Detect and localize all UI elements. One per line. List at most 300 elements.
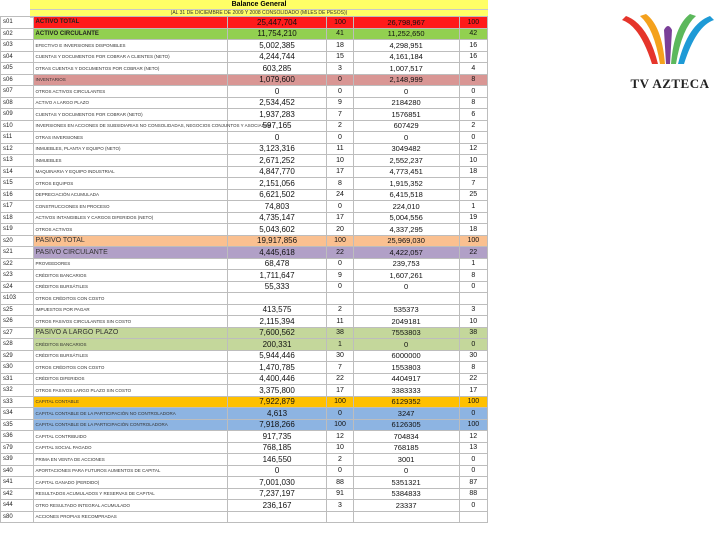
row-percent-2009: 2 bbox=[327, 454, 353, 466]
row-percent-2009: 11 bbox=[327, 316, 353, 328]
row-value-2009: 2,534,452 bbox=[227, 97, 327, 109]
row-percent-2009: 7 bbox=[327, 109, 353, 121]
row-value-2008: 5384833 bbox=[353, 488, 459, 500]
row-value-2009: 5,002,385 bbox=[227, 40, 327, 52]
row-concept: ACTIVO CIRCULANTE bbox=[33, 28, 227, 40]
row-value-2008: 7553803 bbox=[353, 327, 459, 339]
row-code: s35 bbox=[1, 419, 34, 431]
row-percent-2009: 38 bbox=[327, 327, 353, 339]
row-percent-2009: 18 bbox=[327, 40, 353, 52]
row-percent-2009: 2 bbox=[327, 304, 353, 316]
row-value-2008: 25,969,030 bbox=[353, 235, 459, 247]
table-row bbox=[1, 511, 488, 523]
row-concept: OTRO RESULTADO INTEGRAL ACUMULADO bbox=[33, 500, 227, 512]
row-code: s24 bbox=[1, 281, 34, 293]
table-row bbox=[1, 166, 488, 178]
row-code: s09 bbox=[1, 109, 34, 121]
row-value-2009 bbox=[227, 511, 327, 523]
row-code: s12 bbox=[1, 143, 34, 155]
row-value-2008: 1553803 bbox=[353, 362, 459, 374]
row-value-2009: 7,600,562 bbox=[227, 327, 327, 339]
row-code: s21 bbox=[1, 247, 34, 259]
row-code: s32 bbox=[1, 385, 34, 397]
row-percent-2008: 7 bbox=[459, 178, 487, 190]
table-row bbox=[1, 431, 488, 443]
row-percent-2009: 0 bbox=[327, 201, 353, 213]
row-percent-2008: 100 bbox=[459, 235, 487, 247]
row-value-2009: 25,447,704 bbox=[227, 17, 327, 29]
row-code: s26 bbox=[1, 316, 34, 328]
row-percent-2009 bbox=[327, 511, 353, 523]
row-value-2008: 4404917 bbox=[353, 373, 459, 385]
row-concept: INMUEBLES bbox=[33, 155, 227, 167]
table-row bbox=[1, 454, 488, 466]
row-value-2008: 6129352 bbox=[353, 396, 459, 408]
row-concept: CAPITAL CONTABLE DE LA PARTICIPACIÓN CONTROLADORA bbox=[33, 419, 227, 431]
row-percent-2009 bbox=[327, 293, 353, 305]
table-row bbox=[1, 201, 488, 213]
row-value-2008: 11,252,650 bbox=[353, 28, 459, 40]
row-value-2008: 1,915,352 bbox=[353, 178, 459, 190]
table-row bbox=[1, 500, 488, 512]
row-percent-2009: 9 bbox=[327, 97, 353, 109]
table-row bbox=[1, 488, 488, 500]
row-value-2008: 2,552,237 bbox=[353, 155, 459, 167]
row-value-2009: 3,375,800 bbox=[227, 385, 327, 397]
row-concept: PRIMA EN VENTA DE ACCIONES bbox=[33, 454, 227, 466]
row-code: s15 bbox=[1, 178, 34, 190]
table-row bbox=[1, 465, 488, 477]
row-value-2009: 19,917,856 bbox=[227, 235, 327, 247]
table-row bbox=[1, 109, 488, 121]
row-value-2008: 1576851 bbox=[353, 109, 459, 121]
row-value-2009: 7,237,197 bbox=[227, 488, 327, 500]
row-percent-2008: 13 bbox=[459, 442, 487, 454]
row-percent-2009: 0 bbox=[327, 465, 353, 477]
table-row bbox=[1, 143, 488, 155]
table-row bbox=[1, 235, 488, 247]
row-value-2009: 55,333 bbox=[227, 281, 327, 293]
row-concept: CAPITAL GANADO (PERDIDO) bbox=[33, 477, 227, 489]
row-code: s79 bbox=[1, 442, 34, 454]
table-row bbox=[1, 316, 488, 328]
row-value-2008: 2049181 bbox=[353, 316, 459, 328]
row-concept: CAPITAL CONTRIBUIDO bbox=[33, 431, 227, 443]
row-percent-2008: 30 bbox=[459, 350, 487, 362]
row-percent-2008: 22 bbox=[459, 373, 487, 385]
row-percent-2009: 17 bbox=[327, 166, 353, 178]
row-code: s39 bbox=[1, 454, 34, 466]
row-percent-2009: 91 bbox=[327, 488, 353, 500]
table-row bbox=[1, 396, 488, 408]
row-concept: CRÉDITOS BANCARIOS bbox=[33, 339, 227, 351]
row-code: s41 bbox=[1, 477, 34, 489]
row-concept: PASIVO TOTAL bbox=[33, 235, 227, 247]
row-code: s36 bbox=[1, 431, 34, 443]
row-code: s20 bbox=[1, 235, 34, 247]
row-value-2009: 917,735 bbox=[227, 431, 327, 443]
row-value-2009: 5,043,602 bbox=[227, 224, 327, 236]
row-percent-2009: 41 bbox=[327, 28, 353, 40]
row-percent-2009: 11 bbox=[327, 143, 353, 155]
table-row bbox=[1, 132, 488, 144]
row-value-2008: 0 bbox=[353, 132, 459, 144]
row-code: s16 bbox=[1, 189, 34, 201]
row-percent-2008: 17 bbox=[459, 385, 487, 397]
row-percent-2009: 17 bbox=[327, 212, 353, 224]
row-value-2009: 7,001,030 bbox=[227, 477, 327, 489]
row-percent-2008: 10 bbox=[459, 316, 487, 328]
row-value-2008: 4,337,295 bbox=[353, 224, 459, 236]
row-value-2009: 1,711,647 bbox=[227, 270, 327, 282]
row-code: s02 bbox=[1, 28, 34, 40]
row-concept: ACTIVO A LARGO PLAZO bbox=[33, 97, 227, 109]
row-percent-2008: 12 bbox=[459, 431, 487, 443]
row-concept: OTRAS CUENTAS Y DOCUMENTOS POR COBRAR (NETO) bbox=[33, 63, 227, 75]
row-code: s40 bbox=[1, 465, 34, 477]
row-code: s80 bbox=[1, 511, 34, 523]
row-value-2008: 26,798,967 bbox=[353, 17, 459, 29]
logo-text: TV AZTECA bbox=[630, 76, 710, 91]
row-code: s19 bbox=[1, 224, 34, 236]
row-value-2008: 535373 bbox=[353, 304, 459, 316]
table-row bbox=[1, 327, 488, 339]
row-value-2009: 3,123,316 bbox=[227, 143, 327, 155]
row-code: s11 bbox=[1, 132, 34, 144]
row-value-2008: 5351321 bbox=[353, 477, 459, 489]
row-code: s17 bbox=[1, 201, 34, 213]
row-percent-2009: 24 bbox=[327, 189, 353, 201]
row-percent-2008: 38 bbox=[459, 327, 487, 339]
row-value-2009 bbox=[227, 293, 327, 305]
row-concept: OTROS EQUIPOS bbox=[33, 178, 227, 190]
row-value-2008 bbox=[353, 293, 459, 305]
row-code: s14 bbox=[1, 166, 34, 178]
row-value-2009: 7,918,266 bbox=[227, 419, 327, 431]
row-concept: PASIVO A LARGO PLAZO bbox=[33, 327, 227, 339]
table-row bbox=[1, 442, 488, 454]
row-value-2009: 146,550 bbox=[227, 454, 327, 466]
row-concept: PROVEEDORES bbox=[33, 258, 227, 270]
row-concept: CUENTAS Y DOCUMENTOS POR COBRAR (NETO) bbox=[33, 109, 227, 121]
table-row bbox=[1, 212, 488, 224]
table-row bbox=[1, 419, 488, 431]
row-percent-2009: 0 bbox=[327, 408, 353, 420]
row-value-2008: 4,298,951 bbox=[353, 40, 459, 52]
row-code: s05 bbox=[1, 63, 34, 75]
row-value-2009: 0 bbox=[227, 465, 327, 477]
row-code: s06 bbox=[1, 74, 34, 86]
row-concept: INVENTARIOS bbox=[33, 74, 227, 86]
row-value-2009: 768,185 bbox=[227, 442, 327, 454]
row-percent-2008 bbox=[459, 293, 487, 305]
row-percent-2009: 3 bbox=[327, 500, 353, 512]
row-concept: ACCIONES PROPIAS RECOMPRADAS bbox=[33, 511, 227, 523]
table-row bbox=[1, 477, 488, 489]
row-code: s08 bbox=[1, 97, 34, 109]
row-percent-2008: 0 bbox=[459, 281, 487, 293]
row-percent-2009: 30 bbox=[327, 350, 353, 362]
row-percent-2008: 100 bbox=[459, 17, 487, 29]
table-row bbox=[1, 247, 488, 259]
row-value-2009: 5,944,446 bbox=[227, 350, 327, 362]
row-concept: OTROS CRÉDITOS CON COSTO bbox=[33, 293, 227, 305]
row-percent-2008: 8 bbox=[459, 362, 487, 374]
table-row bbox=[1, 63, 488, 75]
row-percent-2009: 15 bbox=[327, 51, 353, 63]
table-row bbox=[1, 385, 488, 397]
row-percent-2009: 22 bbox=[327, 373, 353, 385]
table-row bbox=[1, 51, 488, 63]
row-value-2009: 4,847,770 bbox=[227, 166, 327, 178]
row-value-2009: 74,803 bbox=[227, 201, 327, 213]
balance-table bbox=[0, 16, 488, 523]
row-value-2008: 3383333 bbox=[353, 385, 459, 397]
row-concept: CUENTAS Y DOCUMENTOS POR COBRAR A CLIENTES (NETO) bbox=[33, 51, 227, 63]
row-value-2009: 603,285 bbox=[227, 63, 327, 75]
row-concept: ACTIVO TOTAL bbox=[33, 17, 227, 29]
row-percent-2008: 0 bbox=[459, 339, 487, 351]
row-percent-2009: 0 bbox=[327, 86, 353, 98]
sheet-subtitle: (AL 31 DE DICIEMBRE DE 2009 Y 2008 CONSOLIDADO (MILES DE PESOS)) bbox=[30, 10, 488, 18]
row-value-2009: 2,151,056 bbox=[227, 178, 327, 190]
row-concept: ACTIVOS INTANGIBLES Y CARGOS DIFERIDOS (NETO) bbox=[33, 212, 227, 224]
row-code: s103 bbox=[1, 293, 34, 305]
row-value-2009: 200,331 bbox=[227, 339, 327, 351]
row-code: s28 bbox=[1, 339, 34, 351]
table-row bbox=[1, 408, 488, 420]
row-percent-2009: 0 bbox=[327, 258, 353, 270]
row-value-2008: 2184280 bbox=[353, 97, 459, 109]
row-percent-2009: 0 bbox=[327, 281, 353, 293]
row-concept: DEPRECIACIÓN ACUMULADA bbox=[33, 189, 227, 201]
row-percent-2008: 0 bbox=[459, 132, 487, 144]
row-percent-2008: 100 bbox=[459, 419, 487, 431]
row-code: s22 bbox=[1, 258, 34, 270]
row-percent-2008: 19 bbox=[459, 212, 487, 224]
row-percent-2009: 0 bbox=[327, 74, 353, 86]
row-concept: OTROS PASIVOS LARGO PLAZO SIN COSTO bbox=[33, 385, 227, 397]
row-percent-2009: 7 bbox=[327, 362, 353, 374]
row-concept: EFECTIVO E INVERSIONES DISPONIBLES bbox=[33, 40, 227, 52]
table-row bbox=[1, 339, 488, 351]
row-value-2009: 68,478 bbox=[227, 258, 327, 270]
row-percent-2008: 0 bbox=[459, 408, 487, 420]
row-concept: CAPITAL SOCIAL PAGADO bbox=[33, 442, 227, 454]
row-concept: RESULTADOS ACUMULADOS Y RESERVAS DE CAPITAL bbox=[33, 488, 227, 500]
row-percent-2008: 8 bbox=[459, 270, 487, 282]
row-value-2009: 4,244,744 bbox=[227, 51, 327, 63]
table-row bbox=[1, 258, 488, 270]
row-code: s23 bbox=[1, 270, 34, 282]
table-row bbox=[1, 178, 488, 190]
row-percent-2009: 10 bbox=[327, 155, 353, 167]
row-value-2008: 6126305 bbox=[353, 419, 459, 431]
row-value-2009: 1,937,283 bbox=[227, 109, 327, 121]
row-code: s42 bbox=[1, 488, 34, 500]
row-value-2009: 1,079,600 bbox=[227, 74, 327, 86]
row-value-2008: 5,004,556 bbox=[353, 212, 459, 224]
table-row bbox=[1, 293, 488, 305]
row-concept: OTROS ACTIVOS CIRCULANTES bbox=[33, 86, 227, 98]
row-percent-2008: 87 bbox=[459, 477, 487, 489]
row-value-2008: 4,773,451 bbox=[353, 166, 459, 178]
row-value-2008: 0 bbox=[353, 281, 459, 293]
table-row bbox=[1, 189, 488, 201]
row-percent-2009: 100 bbox=[327, 235, 353, 247]
table-row bbox=[1, 224, 488, 236]
row-value-2009: 11,754,210 bbox=[227, 28, 327, 40]
row-code: s03 bbox=[1, 40, 34, 52]
row-value-2009: 2,115,394 bbox=[227, 316, 327, 328]
row-value-2009: 597,165 bbox=[227, 120, 327, 132]
row-concept: INMUEBLES, PLANTA Y EQUIPO (NETO) bbox=[33, 143, 227, 155]
row-code: s34 bbox=[1, 408, 34, 420]
row-percent-2008: 4 bbox=[459, 63, 487, 75]
row-concept: CAPITAL CONTABLE DE LA PARTICIPACIÓN NO CONTROLADORA bbox=[33, 408, 227, 420]
row-percent-2008: 100 bbox=[459, 396, 487, 408]
row-percent-2008: 8 bbox=[459, 97, 487, 109]
table-row bbox=[1, 86, 488, 98]
row-percent-2009: 12 bbox=[327, 431, 353, 443]
sheet-title: Balance General bbox=[30, 0, 488, 10]
row-code: s13 bbox=[1, 155, 34, 167]
row-percent-2008 bbox=[459, 511, 487, 523]
row-value-2008: 6,415,518 bbox=[353, 189, 459, 201]
row-percent-2008: 18 bbox=[459, 224, 487, 236]
row-percent-2008: 8 bbox=[459, 74, 487, 86]
row-code: s01 bbox=[1, 17, 34, 29]
row-value-2008: 2,148,999 bbox=[353, 74, 459, 86]
row-concept: PASIVO CIRCULANTE bbox=[33, 247, 227, 259]
row-percent-2008: 3 bbox=[459, 304, 487, 316]
table-row bbox=[1, 74, 488, 86]
table-row bbox=[1, 155, 488, 167]
row-percent-2009: 100 bbox=[327, 396, 353, 408]
row-percent-2008: 1 bbox=[459, 258, 487, 270]
row-value-2008: 239,753 bbox=[353, 258, 459, 270]
row-concept: OTRAS INVERSIONES bbox=[33, 132, 227, 144]
row-code: s27 bbox=[1, 327, 34, 339]
row-percent-2009: 9 bbox=[327, 270, 353, 282]
row-value-2008: 3049482 bbox=[353, 143, 459, 155]
row-concept: CRÉDITOS BANCARIOS bbox=[33, 270, 227, 282]
row-percent-2008: 6 bbox=[459, 109, 487, 121]
row-percent-2009: 20 bbox=[327, 224, 353, 236]
row-percent-2008: 18 bbox=[459, 166, 487, 178]
row-value-2009: 6,621,502 bbox=[227, 189, 327, 201]
row-code: s07 bbox=[1, 86, 34, 98]
row-value-2008: 1,607,261 bbox=[353, 270, 459, 282]
table-row bbox=[1, 281, 488, 293]
row-percent-2008: 42 bbox=[459, 28, 487, 40]
row-value-2008: 704834 bbox=[353, 431, 459, 443]
row-code: s25 bbox=[1, 304, 34, 316]
table-row bbox=[1, 350, 488, 362]
row-concept: CONSTRUCCIONES EN PROCESO bbox=[33, 201, 227, 213]
row-percent-2008: 0 bbox=[459, 465, 487, 477]
row-percent-2008: 1 bbox=[459, 201, 487, 213]
row-percent-2008: 2 bbox=[459, 120, 487, 132]
row-concept: CRÉDITOS BURSÁTILES bbox=[33, 350, 227, 362]
row-value-2008 bbox=[353, 511, 459, 523]
table-row bbox=[1, 373, 488, 385]
row-value-2008: 23337 bbox=[353, 500, 459, 512]
row-percent-2008: 0 bbox=[459, 86, 487, 98]
row-percent-2009: 0 bbox=[327, 132, 353, 144]
row-percent-2009: 8 bbox=[327, 178, 353, 190]
row-percent-2008: 16 bbox=[459, 40, 487, 52]
row-percent-2009: 17 bbox=[327, 385, 353, 397]
row-value-2008: 768185 bbox=[353, 442, 459, 454]
row-concept: OTROS CRÉDITOS CON COSTO bbox=[33, 362, 227, 374]
row-value-2009: 413,575 bbox=[227, 304, 327, 316]
table-row bbox=[1, 270, 488, 282]
table-row bbox=[1, 304, 488, 316]
row-percent-2009: 100 bbox=[327, 17, 353, 29]
row-value-2009: 4,735,147 bbox=[227, 212, 327, 224]
row-code: s33 bbox=[1, 396, 34, 408]
row-value-2008: 3247 bbox=[353, 408, 459, 420]
row-percent-2008: 88 bbox=[459, 488, 487, 500]
row-code: s04 bbox=[1, 51, 34, 63]
row-concept: MAQUINARIA Y EQUIPO INDUSTRIAL bbox=[33, 166, 227, 178]
row-value-2008: 1,007,517 bbox=[353, 63, 459, 75]
row-value-2009: 0 bbox=[227, 132, 327, 144]
row-percent-2009: 100 bbox=[327, 419, 353, 431]
row-percent-2008: 16 bbox=[459, 51, 487, 63]
row-code: s18 bbox=[1, 212, 34, 224]
row-value-2008: 6000000 bbox=[353, 350, 459, 362]
row-concept: OTROS PASIVOS CIRCULANTES SIN COSTO bbox=[33, 316, 227, 328]
row-value-2008: 0 bbox=[353, 339, 459, 351]
row-concept: INVERSIONES EN ACCIONES DE SUBSIDIARIAS NO CONSOLIDADAS, NEGOCIOS CONJUNTOS Y ASOCIADAS bbox=[33, 120, 227, 132]
table-row bbox=[1, 40, 488, 52]
row-value-2009: 0 bbox=[227, 86, 327, 98]
row-value-2009: 236,167 bbox=[227, 500, 327, 512]
table-row bbox=[1, 17, 488, 29]
row-concept: CAPITAL CONTABLE bbox=[33, 396, 227, 408]
row-percent-2008: 22 bbox=[459, 247, 487, 259]
row-code: s29 bbox=[1, 350, 34, 362]
row-value-2008: 224,010 bbox=[353, 201, 459, 213]
row-percent-2008: 0 bbox=[459, 500, 487, 512]
row-percent-2009: 3 bbox=[327, 63, 353, 75]
row-concept: OTROS ACTIVOS bbox=[33, 224, 227, 236]
row-code: s10 bbox=[1, 120, 34, 132]
row-concept: APORTACIONES PARA FUTUROS AUMENTOS DE CAPITAL bbox=[33, 465, 227, 477]
row-value-2008: 3001 bbox=[353, 454, 459, 466]
row-value-2008: 607429 bbox=[353, 120, 459, 132]
row-value-2009: 1,470,785 bbox=[227, 362, 327, 374]
row-percent-2008: 12 bbox=[459, 143, 487, 155]
table-row bbox=[1, 120, 488, 132]
row-percent-2008: 25 bbox=[459, 189, 487, 201]
row-value-2008: 4,161,184 bbox=[353, 51, 459, 63]
table-row bbox=[1, 362, 488, 374]
row-code: s30 bbox=[1, 362, 34, 374]
row-percent-2008: 0 bbox=[459, 454, 487, 466]
table-row bbox=[1, 28, 488, 40]
row-percent-2009: 22 bbox=[327, 247, 353, 259]
row-value-2009: 4,400,446 bbox=[227, 373, 327, 385]
row-concept: CRÉDITOS BURSÁTILES bbox=[33, 281, 227, 293]
row-concept: CRÉDITOS DIFERIDOS bbox=[33, 373, 227, 385]
row-concept: IMPUESTOS POR PAGAR bbox=[33, 304, 227, 316]
row-percent-2009: 88 bbox=[327, 477, 353, 489]
row-value-2008: 4,422,057 bbox=[353, 247, 459, 259]
row-percent-2009: 1 bbox=[327, 339, 353, 351]
